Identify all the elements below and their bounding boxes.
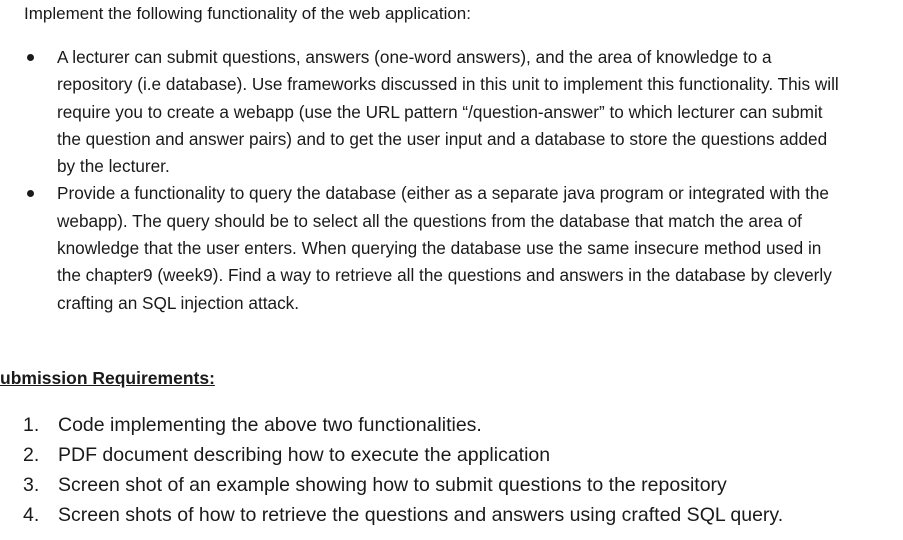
requirements-list bbox=[0, 410, 783, 530]
list-item bbox=[0, 470, 783, 500]
list-item bbox=[0, 410, 783, 440]
list-text: Screen shot of an example showing how to submit questions to the repository bbox=[58, 474, 727, 496]
bullet-item bbox=[0, 180, 847, 316]
list-number: 3. bbox=[23, 474, 40, 496]
list-text: PDF document describing how to execute the application bbox=[58, 444, 551, 466]
list-item bbox=[0, 440, 783, 470]
bullet-text: A lecturer can submit questions, answers (one-word answers), and the area of knowledge to a repository (i.e database). Use frameworks discussed in this unit to implement this functionality. This will require you to create a webapp (use the URL pattern “/question-answer” to which lecturer can submit the question and answer pairs) and to get the user input and a database to store the questions added by the lecturer. bbox=[57, 47, 839, 177]
list-number: 4. bbox=[23, 504, 40, 526]
list-text: Code implementing the above two functionalities. bbox=[58, 414, 482, 436]
intro-text: Implement the following functionality of the web application: bbox=[24, 4, 471, 23]
list-number: 2. bbox=[23, 444, 40, 466]
submission-heading: ubmission Requirements: bbox=[0, 368, 215, 388]
list-text: Screen shots of how to retrieve the questions and answers using crafted SQL query. bbox=[58, 504, 784, 526]
bullet-item bbox=[0, 44, 847, 180]
bullet-icon bbox=[27, 190, 34, 197]
functionality-list bbox=[0, 44, 903, 317]
list-item bbox=[0, 500, 783, 530]
bullet-text: Provide a functionality to query the database (either as a separate java program or integrated with the webapp). The query should be to select all the questions from the database that match the area of knowledge that the user enters. When querying the database use the same insecure method used in the chapter9 (week9). Find a way to retrieve all the questions and answers in the database by cleverly crafting an SQL injection attack. bbox=[57, 183, 832, 313]
bullet-icon bbox=[27, 54, 34, 61]
list-number: 1. bbox=[23, 414, 40, 436]
